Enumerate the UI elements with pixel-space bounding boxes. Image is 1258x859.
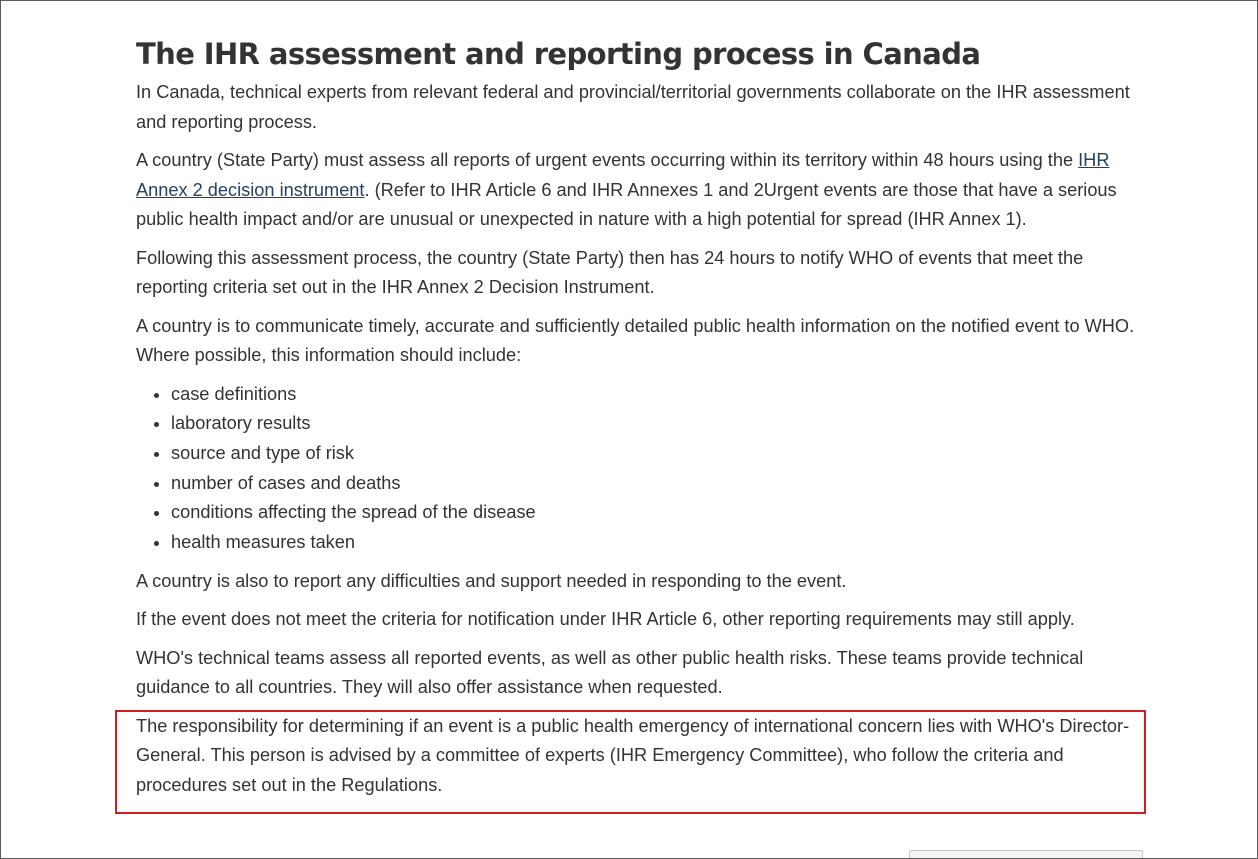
paragraph-communication: A country is to communicate timely, accurate and sufficiently detailed public health information on the notified event to WHO. Where possible, this information should include: [136,315,1135,365]
bottom-widget-edge[interactable] [909,850,1143,859]
paragraph-notification: Following this assessment process, the country (State Party) then has 24 hours to notify WHO of events that meet the reporting criteria set out in the IHR Annex 2 Decision Instrument. [136,247,1084,297]
list-item: • health measures taken [171,528,1136,558]
list-item: • source and type of risk [171,439,1136,469]
paragraph-intro: In Canada, technical experts from relevant federal and provincial/territorial governments collaborate on the IHR assessment and reporting process. [136,82,1130,132]
paragraph-assessment-text-start: A country (State Party) must assess all reports of urgent events occurring within its territory within 48 hours using the [136,150,1079,170]
paragraph-assessment-text-end: . (Refer to IHR Article 6 and IHR Annexes 1 and 2Urgent events are those that have a serious public health impact and/or are unusual or unexpected in nature with a high potential for spread (IHR Annex 1). [136,179,1117,229]
paragraph-other-requirements: If the event does not meet the criteria for notification under IHR Article 6, other reporting requirements may still apply. [136,609,1075,630]
list-item: • laboratory results [171,409,1136,439]
page-title: The IHR assessment and reporting process in Canada [136,37,981,71]
information-list [136,380,1136,558]
list-item: • case definitions [171,380,1136,410]
paragraph-difficulties: A country is also to report any difficulties and support needed in responding to the event. [136,570,847,591]
list-item: • conditions affecting the spread of the disease [171,498,1136,528]
annex-2-decision-instrument-link[interactable]: IHR Annex 2 decision instrument [136,150,1110,200]
main-content [136,35,1136,809]
paragraph-assessment [136,146,1136,235]
list-item: • number of cases and deaths [171,469,1136,499]
paragraph-who-teams: WHO's technical teams assess all reported events, as well as other public health risks. These teams provide technical guidance to all countries. They will also offer assistance when requested. [136,647,1084,698]
paragraph-director-general: The responsibility for determining if an event is a public health emergency of international concern lies with WHO's Director-General. This person is advised by a committee of experts (IHR Emergency Committee), who follow the criteria and procedures set out in the Regulations. [136,715,1130,795]
